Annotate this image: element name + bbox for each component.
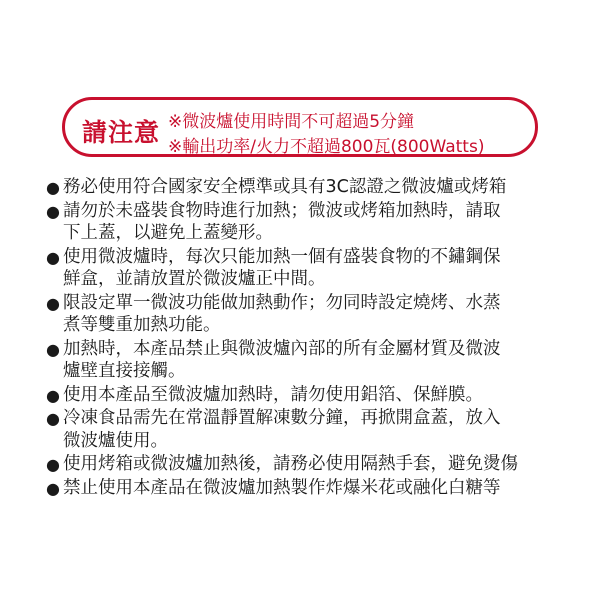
bullet-icon: ● — [46, 201, 60, 221]
list-item-text: 微波爐使用。 — [63, 430, 168, 451]
list-item — [46, 384, 566, 407]
list-item-text: 下上蓋，以避免上蓋變形。 — [63, 223, 273, 243]
list-item-text: 請勿於未盛裝食物時進行加熱；微波或烤箱加熱時，請取 — [63, 200, 501, 221]
bullet-icon: ● — [46, 247, 60, 267]
usage-instructions-list — [46, 176, 566, 500]
list-item-text: 使用微波爐時，每次只能加熱一個有盛裝食物的不鏽鋼保 — [63, 246, 501, 267]
list-item — [46, 338, 566, 383]
notice-line-time-limit: ※微波爐使用時間不可超過5分鐘 — [168, 112, 415, 132]
list-item-text: 限設定單一微波功能做加熱動作；勿同時設定燒烤、水蒸 — [63, 292, 501, 313]
list-item-text: 禁止使用本產品在微波爐加熱製作炸爆米花或融化白糖等 — [63, 477, 501, 498]
list-item — [46, 292, 566, 337]
bullet-icon: ● — [46, 409, 60, 428]
notice-title: 請注意 — [82, 118, 161, 147]
list-item-text: 爐壁直接接觸。 — [63, 361, 186, 381]
list-item-text: 使用烤箱或微波爐加熱後，請務必使用隔熱手套，避免燙傷 — [63, 454, 518, 474]
bullet-icon: ● — [46, 455, 60, 474]
bullet-icon: ● — [46, 478, 60, 498]
list-item — [46, 176, 566, 199]
bullet-icon: ● — [46, 385, 60, 405]
list-item-text: 鮮盒，並請放置於微波爐正中間。 — [63, 269, 326, 289]
bullet-icon: ● — [46, 339, 60, 359]
list-item — [46, 407, 566, 452]
list-item — [46, 453, 566, 476]
bullet-icon: ● — [46, 178, 60, 197]
list-item — [46, 200, 566, 245]
list-item-text: 加熱時，本產品禁止與微波爐內部的所有金屬材質及微波 — [63, 338, 501, 359]
bullet-icon: ● — [46, 293, 60, 313]
list-item — [46, 246, 566, 291]
notice-line-power-limit: ※輸出功率/火力不超過800瓦(800Watts) — [168, 137, 485, 157]
list-item-text: 使用本產品至微波爐加熱時，請勿使用鋁箔、保鮮膜。 — [63, 384, 483, 405]
list-item-text: 務必使用符合國家安全標準或具有3C認證之微波爐或烤箱 — [63, 177, 507, 197]
list-item-text: 煮等雙重加熱功能。 — [63, 315, 221, 335]
list-item — [46, 477, 566, 500]
list-item-text: 冷凍食品需先在常溫靜置解凍數分鐘，再掀開盒蓋，放入 — [63, 408, 501, 428]
